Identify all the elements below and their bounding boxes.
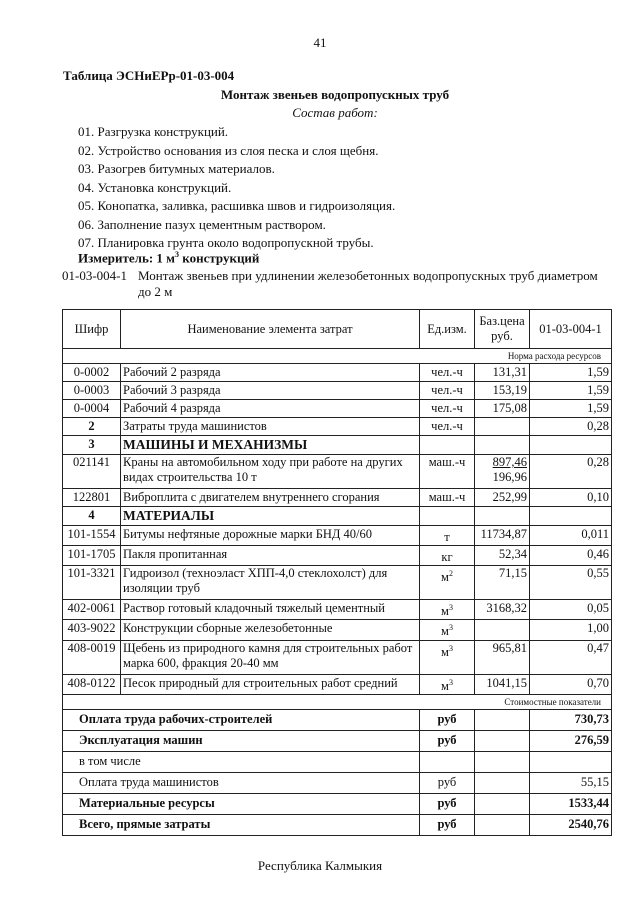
header-shifr: Шифр xyxy=(63,310,121,349)
cell-price: 11734,87 xyxy=(475,526,530,546)
cell-unit: чел.-ч xyxy=(420,418,475,436)
summary-name: Материальные ресурсы xyxy=(63,793,420,814)
unit-text: м xyxy=(441,678,449,693)
table-row xyxy=(63,526,612,546)
summary-name: Всего, прямые затраты xyxy=(63,814,420,835)
cell-code: 403-9022 xyxy=(63,620,121,640)
table-row xyxy=(63,674,612,694)
cell-code: 101-1705 xyxy=(63,546,121,566)
meter-sup: 3 xyxy=(175,250,180,259)
document-title: Монтаж звеньев водопропускных труб xyxy=(220,87,450,102)
cell-price: 1041,15 xyxy=(475,674,530,694)
summary-row xyxy=(63,751,612,772)
table-code: Таблица ЭСНиЕРр-01-03-004 xyxy=(63,68,235,83)
header-unit: Ед.изм. xyxy=(420,310,475,349)
table-row xyxy=(63,620,612,640)
price-secondary: 196,96 xyxy=(492,470,527,484)
operation-item: 05. Конопатка, заливка, расшивка швов и гидроизоляция. xyxy=(78,198,396,213)
summary-unit: руб xyxy=(420,709,475,730)
summary-value: 55,15 xyxy=(530,772,612,793)
meter-line xyxy=(78,250,259,266)
cell-value: 0,05 xyxy=(530,600,612,620)
cell-code: 101-1554 xyxy=(63,526,121,546)
table-row xyxy=(63,640,612,674)
cell-unit xyxy=(420,546,475,566)
cell-empty xyxy=(475,751,530,772)
cell-unit: чел.-ч xyxy=(420,364,475,382)
operation-item: 03. Разогрев битумных материалов. xyxy=(78,161,275,176)
summary-row xyxy=(63,793,612,814)
cell-code: 0-0003 xyxy=(63,382,121,400)
cell-value: 1,59 xyxy=(530,400,612,418)
table-header-row xyxy=(63,310,612,349)
norm-code: 01-03-004-1 xyxy=(62,268,127,283)
section-row-materials xyxy=(63,507,612,526)
cell-value: 0,011 xyxy=(530,526,612,546)
meter-tail: конструкций xyxy=(179,250,260,266)
page-number: 41 xyxy=(313,35,327,50)
summary-name: Оплата труда рабочих-строителей xyxy=(63,709,420,730)
cell-price xyxy=(475,418,530,436)
summary-value: 730,73 xyxy=(530,709,612,730)
cell-unit xyxy=(420,640,475,674)
summary-value: 2540,76 xyxy=(530,814,612,835)
cell-empty xyxy=(475,772,530,793)
unit-sup: 3 xyxy=(448,603,453,613)
summary-row xyxy=(63,814,612,835)
cell-empty xyxy=(475,793,530,814)
section-code: 3 xyxy=(63,436,121,455)
unit-text: кг xyxy=(441,550,453,565)
summary-unit: руб xyxy=(420,730,475,751)
summary-name: в том числе xyxy=(63,751,420,772)
cell-empty xyxy=(420,436,475,455)
unit-text: м xyxy=(441,624,449,639)
work-composition-heading: Состав работ: xyxy=(292,105,378,120)
cell-unit xyxy=(420,526,475,546)
unit-text: т xyxy=(444,530,450,545)
cell-name: Битумы нефтяные дорожные марки БНД 40/60 xyxy=(121,526,420,546)
table-row xyxy=(63,566,612,600)
table-row xyxy=(63,364,612,382)
cell-empty xyxy=(420,507,475,526)
cell-empty xyxy=(475,814,530,835)
cell-empty xyxy=(530,436,612,455)
cell-value: 0,28 xyxy=(530,455,612,489)
cell-unit: чел.-ч xyxy=(420,382,475,400)
summary-value: 1533,44 xyxy=(530,793,612,814)
table-row xyxy=(63,600,612,620)
norm-label: Норма расхода ресурсов xyxy=(63,349,612,364)
cell-value: 0,28 xyxy=(530,418,612,436)
unit-text: м xyxy=(441,604,449,619)
unit-text: м xyxy=(441,570,449,585)
unit-sup: 3 xyxy=(448,677,453,687)
header-name: Наименование элемента затрат xyxy=(121,310,420,349)
cell-price xyxy=(475,620,530,640)
cell-empty xyxy=(475,507,530,526)
cell-value: 0,10 xyxy=(530,489,612,507)
cell-value: 0,55 xyxy=(530,566,612,600)
cell-price: 175,08 xyxy=(475,400,530,418)
section-row-machines xyxy=(63,436,612,455)
cell-code: 0-0004 xyxy=(63,400,121,418)
page-footer: Республика Калмыкия xyxy=(257,858,383,873)
cell-value: 1,00 xyxy=(530,620,612,640)
cell-code: 408-0122 xyxy=(63,674,121,694)
table-row xyxy=(63,489,612,507)
resources-table xyxy=(62,309,612,836)
operations-list xyxy=(78,123,395,253)
summary-unit: руб xyxy=(420,793,475,814)
cell-value: 0,46 xyxy=(530,546,612,566)
cell-price: 252,99 xyxy=(475,489,530,507)
cell-name: Рабочий 2 разряда xyxy=(121,364,420,382)
cell-code: 021141 xyxy=(63,455,121,489)
table-row xyxy=(63,382,612,400)
cell-code: 402-0061 xyxy=(63,600,121,620)
cell-empty xyxy=(475,436,530,455)
cell-name: Гидроизол (техноэласт ХПП-4,0 стеклохолст) для изоляции труб xyxy=(121,566,420,600)
cell-price: 71,15 xyxy=(475,566,530,600)
cell-name: Конструкции сборные железобетонные xyxy=(121,620,420,640)
cell-unit xyxy=(420,600,475,620)
cell-price xyxy=(475,455,530,489)
unit-text: м xyxy=(441,644,449,659)
cell-name: Краны на автомобильном ходу при работе на других видах строительства 10 т xyxy=(121,455,420,489)
cell-code: 101-3321 xyxy=(63,566,121,600)
cell-empty xyxy=(530,507,612,526)
table-row xyxy=(63,400,612,418)
section-title: МАШИНЫ И МЕХАНИЗМЫ xyxy=(121,436,420,455)
summary-unit: руб xyxy=(420,814,475,835)
unit-sup: 2 xyxy=(448,569,453,579)
summary-unit xyxy=(420,751,475,772)
summary-name: Оплата труда машинистов xyxy=(63,772,420,793)
section-title: МАТЕРИАЛЫ xyxy=(121,507,420,526)
norm-description: Монтаж звеньев при удлинении железобетонных водопропускных труб диаметром до 2 м xyxy=(138,268,598,299)
cell-name: Пакля пропитанная xyxy=(121,546,420,566)
cell-name: Затраты труда машинистов xyxy=(121,418,420,436)
cell-price: 52,34 xyxy=(475,546,530,566)
operation-item: 06. Заполнение пазух цементным раствором. xyxy=(78,216,326,232)
cell-name: Виброплита с двигателем внутреннего сгорания xyxy=(121,489,420,507)
cell-code: 122801 xyxy=(63,489,121,507)
cell-name: Рабочий 4 разряда xyxy=(121,400,420,418)
cell-unit: чел.-ч xyxy=(420,400,475,418)
cell-price: 153,19 xyxy=(475,382,530,400)
cell-value: 0,70 xyxy=(530,674,612,694)
meter-label: Измеритель: 1 м xyxy=(78,250,176,266)
table-row-machinists xyxy=(63,418,612,436)
cell-name: Раствор готовый кладочный тяжелый цементный xyxy=(121,600,420,620)
operation-item: 07. Планировка грунта около водопропускной трубы. xyxy=(78,235,374,250)
table-row xyxy=(63,546,612,566)
table-row xyxy=(63,455,612,489)
cell-empty xyxy=(475,730,530,751)
summary-unit: руб xyxy=(420,772,475,793)
cost-label: Стоимостные показатели xyxy=(63,694,612,709)
cell-price: 965,81 xyxy=(475,640,530,674)
cell-name: Рабочий 3 разряда xyxy=(121,382,420,400)
section-code: 4 xyxy=(63,507,121,526)
summary-row xyxy=(63,730,612,751)
operation-item: 01. Разгрузка конструкций. xyxy=(78,124,229,139)
cell-code: 2 xyxy=(63,418,121,436)
cell-price: 3168,32 xyxy=(475,600,530,620)
cell-value: 1,59 xyxy=(530,382,612,400)
summary-value: 276,59 xyxy=(530,730,612,751)
operation-item: 04. Установка конструкций. xyxy=(78,179,232,195)
cell-value: 0,47 xyxy=(530,640,612,674)
operation-item: 02. Устройство основания из слоя песка и слоя щебня. xyxy=(78,142,379,158)
cell-code: 0-0002 xyxy=(63,364,121,382)
header-price: Баз.цена руб. xyxy=(475,310,530,349)
summary-value xyxy=(530,751,612,772)
unit-sup: 3 xyxy=(448,643,453,653)
summary-name: Эксплуатация машин xyxy=(63,730,420,751)
cell-unit xyxy=(420,566,475,600)
cell-unit xyxy=(420,674,475,694)
summary-row xyxy=(63,772,612,793)
price-main: 897,46 xyxy=(492,455,527,469)
cell-name: Песок природный для строительных работ средний xyxy=(121,674,420,694)
header-code: 01-03-004-1 xyxy=(530,310,612,349)
cell-unit: маш.-ч xyxy=(420,455,475,489)
summary-row xyxy=(63,709,612,730)
cell-price: 131,31 xyxy=(475,364,530,382)
cell-name: Щебень из природного камня для строительных работ марка 600, фракция 20-40 мм xyxy=(121,640,420,674)
cell-unit xyxy=(420,620,475,640)
cell-code: 408-0019 xyxy=(63,640,121,674)
cell-unit: маш.-ч xyxy=(420,489,475,507)
cell-empty xyxy=(475,709,530,730)
unit-sup: 3 xyxy=(448,623,453,633)
cell-value: 1,59 xyxy=(530,364,612,382)
